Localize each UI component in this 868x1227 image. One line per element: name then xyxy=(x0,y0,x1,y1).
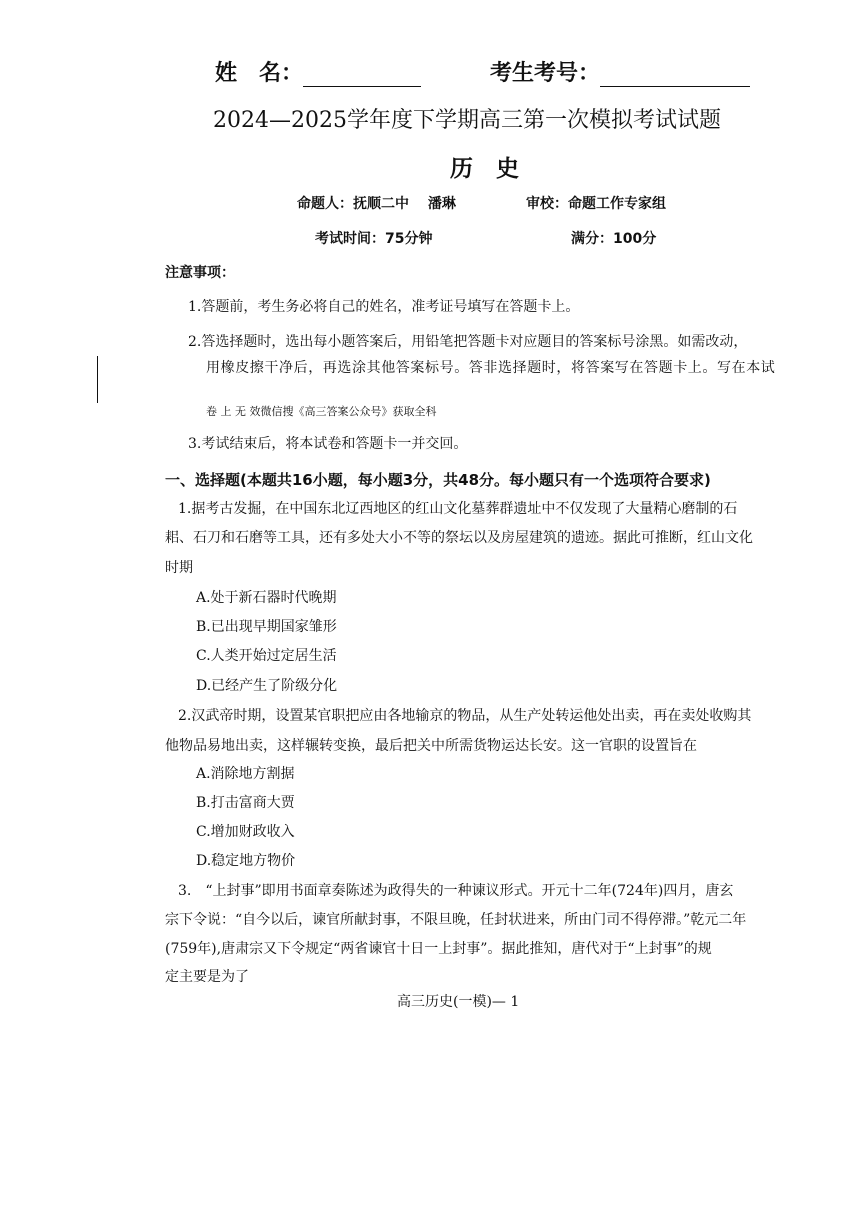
question-3-line-2: 宗下令说：“自今以后，谏官所献封事，不限旦晚，任封状进来，所由门司不得停滞。”乾元二年 xyxy=(165,912,747,928)
reviewer-line: 审校：命题工作专家组 xyxy=(526,196,666,212)
exam-number-blank[interactable] xyxy=(600,66,750,87)
name-blank[interactable] xyxy=(303,66,421,87)
question-1-option-d[interactable]: D.已经产生了阶级分化 xyxy=(196,678,338,694)
notice-item-2-line-1: 2.答选择题时，选出每小题答案后，用铅笔把答题卡对应题目的答案标号涂黑。如需改动， xyxy=(188,334,748,350)
exam-number-label: 考生考号： xyxy=(490,61,601,86)
question-1-line-3: 时期 xyxy=(165,560,193,576)
name-field xyxy=(215,56,421,87)
page-footer: 高三历史(一模)— 1 xyxy=(397,994,520,1010)
question-2-option-d[interactable]: D.稳定地方物价 xyxy=(196,853,296,869)
exam-number-field xyxy=(490,56,750,87)
question-1-option-c[interactable]: C.人类开始过定居生活 xyxy=(196,648,337,664)
question-3-line-1: 3. “上封事”即用书面章奏陈述为政得失的一种谏议形式。开元十二年(724年)四月，唐玄 xyxy=(178,883,734,899)
notice-item-2-line-2: 用橡皮擦干净后，再选涂其他答案标号。答非选择题时，将答案写在答题卡上。写在本试 xyxy=(206,360,776,376)
section-heading: 一、选择题(本题共16小题，每小题3分，共48分。每小题只有一个选项符合要求) xyxy=(165,471,711,489)
name-label: 姓 名： xyxy=(215,61,304,86)
notice-item-1: 1.答题前，考生务必将自己的姓名，准考证号填写在答题卡上。 xyxy=(188,299,580,315)
subject-title: 历 史 xyxy=(450,156,519,182)
margin-line xyxy=(97,356,98,403)
question-1-option-a[interactable]: A.处于新石器时代晚期 xyxy=(196,590,337,606)
question-1-line-2: 耜、石刀和石磨等工具，还有多处大小不等的祭坛以及房屋建筑的遗迹。据此可推断，红山文化 xyxy=(165,530,753,546)
notice-item-2-line-3: 卷 上 无 效微信搜《高三答案公众号》获取全科 xyxy=(206,405,437,418)
exam-title: 2024—2025学年度下学期高三第一次模拟考试试题 xyxy=(213,108,721,133)
full-score: 满分：100分 xyxy=(571,231,657,247)
author-line: 命题人：抚顺二中 潘琳 xyxy=(297,196,456,212)
notice-heading: 注意事项： xyxy=(165,265,235,281)
question-1-option-b[interactable]: B.已出现早期国家雏形 xyxy=(196,619,337,635)
question-2-option-b[interactable]: B.打击富商大贾 xyxy=(196,795,295,811)
notice-item-3: 3.考试结束后，将本试卷和答题卡一并交回。 xyxy=(188,436,468,452)
question-2-line-2: 他物品易地出卖，这样辗转变换，最后把关中所需货物运达长安。这一官职的设置旨在 xyxy=(165,738,697,754)
question-2-line-1: 2.汉武帝时期，设置某官职把应由各地输京的物品，从生产处转运他处出卖，再在卖处收购其 xyxy=(178,708,752,724)
exam-time: 考试时间：75分钟 xyxy=(315,231,433,247)
question-2-option-a[interactable]: A.消除地方割据 xyxy=(196,766,295,782)
question-3-line-3: (759年),唐肃宗又下令规定“两省谏官十日一上封事”。据此推知，唐代对于“上封事”的规 xyxy=(165,941,712,957)
question-3-line-4: 定主要是为了 xyxy=(165,969,249,985)
question-2-option-c[interactable]: C.增加财政收入 xyxy=(196,824,295,840)
question-1-line-1: 1.据考古发掘，在中国东北辽西地区的红山文化墓葬群遗址中不仅发现了大量精心磨制的石 xyxy=(178,501,738,517)
